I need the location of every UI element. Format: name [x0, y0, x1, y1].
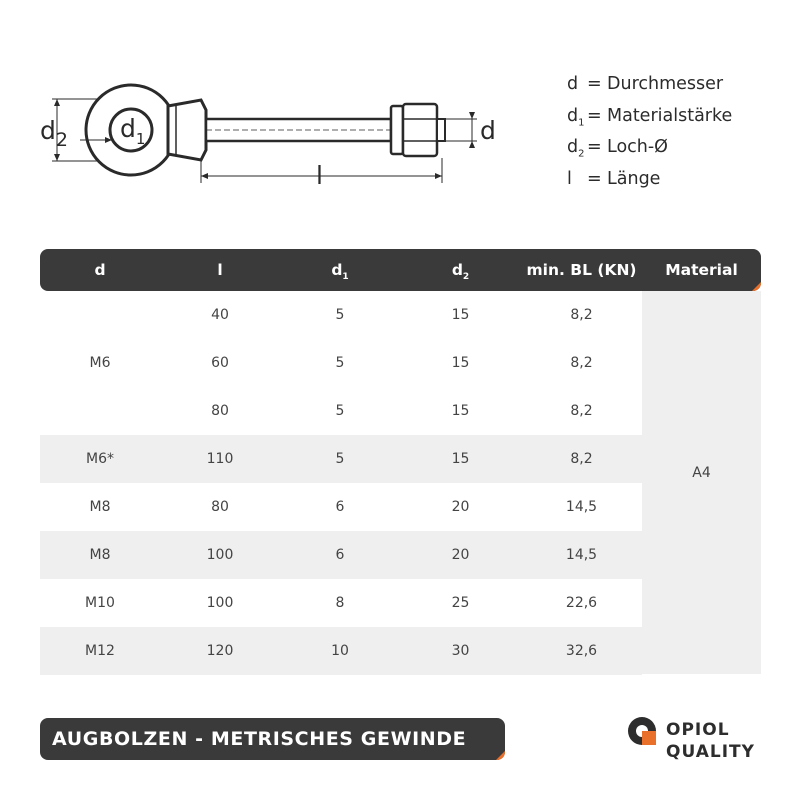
cell-d: M12 — [85, 643, 115, 659]
cell-min-bl: 14,5 — [565, 499, 598, 515]
bolt-collar — [168, 100, 206, 160]
d2-arrow-top — [54, 99, 60, 106]
hex-nut — [403, 104, 437, 156]
cell-l: 100 — [206, 595, 234, 611]
cell-min-bl: 8,2 — [570, 355, 593, 371]
cell-l: 100 — [206, 547, 234, 563]
legend-text: Länge — [607, 168, 661, 189]
cell-min-bl: 8,2 — [570, 307, 593, 323]
cell-l: 80 — [211, 499, 229, 515]
eye-bolt-drawing — [0, 0, 540, 215]
header-d1: $d_1$ — [331, 261, 349, 283]
dimension-legend — [567, 74, 797, 200]
legend-symbol: $d_1$ — [567, 105, 585, 128]
l-label: l — [316, 161, 323, 190]
table-row — [40, 531, 642, 579]
cell-d1: 6 — [335, 547, 345, 563]
cell-l: 40 — [211, 307, 229, 323]
legend-symbol: l — [567, 168, 572, 189]
l-arrow-right — [435, 173, 442, 179]
legend-text: Loch-Ø — [607, 137, 668, 157]
cell-d: M8 — [89, 547, 111, 563]
d-arrow-top — [469, 112, 475, 119]
washer — [391, 106, 403, 154]
cell-l: 110 — [206, 451, 234, 467]
cell-d-merged: M6 — [89, 355, 111, 371]
cell-min-bl: 8,2 — [570, 403, 593, 419]
cell-d1: 5 — [335, 451, 345, 467]
cell-material-merged — [642, 291, 761, 674]
header-d: d — [94, 261, 106, 279]
cell-d1: 5 — [335, 307, 345, 323]
header-material: Material — [665, 261, 738, 279]
product-title: AUGBOLZEN - METRISCHES GEWINDE — [52, 728, 467, 750]
cell-d: M6* — [86, 451, 114, 467]
cell-min-bl: 32,6 — [565, 643, 598, 659]
cell-d1: 8 — [335, 595, 345, 611]
brand-logo — [627, 708, 767, 768]
cell-d2: 20 — [451, 499, 470, 515]
d-arrow-bottom — [469, 141, 475, 148]
legend-text: Materialstärke — [607, 105, 733, 126]
l-arrow-left — [201, 173, 208, 179]
legend-item — [567, 74, 797, 106]
cell-d: M10 — [85, 595, 115, 611]
cell-d1: 6 — [335, 499, 345, 515]
table-row — [40, 483, 642, 531]
legend-equals: = — [587, 137, 602, 157]
legend-equals: = — [587, 74, 602, 94]
cell-min-bl: 8,2 — [570, 451, 593, 467]
d-label: d — [480, 116, 496, 145]
cell-d2: 15 — [451, 307, 470, 323]
cell-d2: 20 — [451, 547, 470, 563]
header-d2: $d_2$ — [451, 261, 470, 283]
cell-d2: 15 — [451, 355, 470, 371]
legend-symbol: $d_2$ — [567, 137, 585, 160]
product-title-banner — [40, 718, 505, 760]
cell-l: 120 — [206, 643, 234, 659]
cell-l: 80 — [211, 403, 229, 419]
cell-d1: 5 — [335, 355, 345, 371]
cell-d2: 15 — [451, 451, 470, 467]
legend-symbol: d — [567, 74, 579, 94]
cell-d2: 30 — [451, 643, 470, 659]
legend-item — [567, 106, 797, 138]
accent-corner — [496, 751, 505, 760]
legend-equals: = — [587, 105, 602, 126]
table-body — [40, 291, 761, 674]
bolt-end — [437, 119, 445, 141]
cell-d1: 10 — [331, 643, 349, 659]
d2-arrow-bottom — [54, 154, 60, 161]
header-min-bl: min. BL (KN) — [526, 261, 637, 279]
table-row — [40, 435, 642, 483]
table-row — [40, 579, 642, 627]
opiol-logo-icon — [627, 714, 661, 748]
legend-item — [567, 169, 797, 201]
cell-d: M8 — [89, 499, 111, 515]
cell-min-bl: 22,6 — [565, 595, 598, 611]
cell-d2: 15 — [451, 403, 470, 419]
legend-equals: = — [587, 168, 602, 189]
d2-label: $d_2$ — [40, 116, 68, 151]
legend-text: Durchmesser — [607, 74, 724, 94]
cell-l: 60 — [211, 355, 229, 371]
cell-d1: 5 — [335, 403, 345, 419]
cell-min-bl: 14,5 — [565, 547, 598, 563]
material-value: A4 — [692, 465, 711, 481]
header-l: l — [217, 261, 223, 279]
logo-text-line2: QUALITY — [666, 742, 755, 762]
d1-label: $d_1$ — [120, 114, 146, 148]
logo-text-line1: OPIOL — [666, 720, 730, 740]
table-row — [40, 627, 642, 675]
table-header — [40, 249, 761, 291]
cell-d2: 25 — [451, 595, 470, 611]
spec-table — [40, 249, 761, 674]
legend-item — [567, 137, 797, 169]
